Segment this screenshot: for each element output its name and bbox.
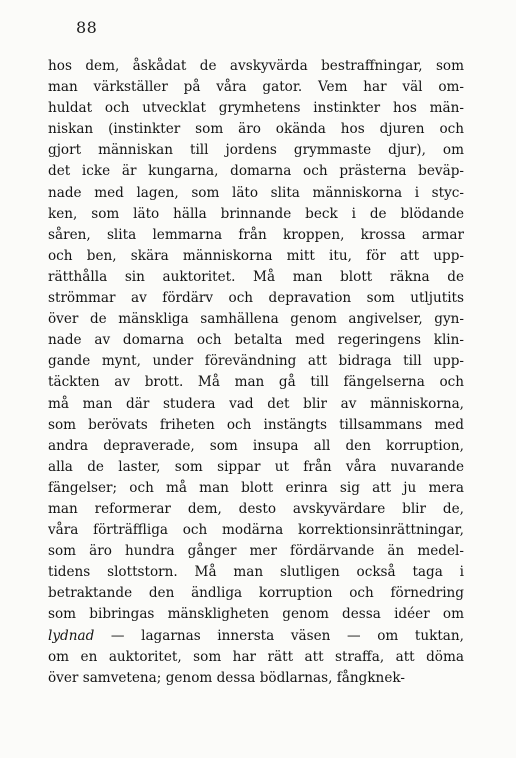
text-line: våra förträffliga och modärna korrektionsinrättningar, — [48, 522, 464, 539]
text-line: må man där studera vad det blir av människorna, — [48, 395, 464, 412]
text-line: gjort människan till jordens grymmaste djur), om — [48, 142, 464, 159]
text-line — [48, 626, 464, 647]
text-line: betraktande den ändliga korruption och förnedring — [48, 585, 464, 602]
text-line: nade med lagen, som läto slita människorna i styc- — [48, 184, 464, 201]
text-line: om en auktoritet, som har rätt att straffa, att döma — [48, 648, 464, 665]
text-line: hos dem, åskådat de avskyvärda bestraffningar, som — [48, 58, 464, 74]
text-line: alla de laster, som sippar ut från våra nuvarande — [48, 458, 464, 475]
text-line: man reformerar dem, desto avskyvärdare blir de, — [48, 500, 464, 517]
text-line: andra depraverade, som insupa all den korruption, — [48, 437, 464, 454]
text-line: det icke är kungarna, domarna och prästerna beväp- — [48, 163, 464, 180]
body-text — [48, 56, 464, 689]
text-line: och ben, skära människorna mitt itu, för att upp- — [48, 247, 464, 264]
text-line: täckten av brott. Må man gå till fängelserna och — [48, 374, 464, 391]
text-line: tidens slottstorn. Må man slutligen också taga i — [48, 564, 464, 581]
text-line: över samvetena; genom dessa bödlarnas, fångknek- — [48, 669, 405, 686]
text-line: huldat och utvecklat grymhetens instinkter hos män- — [48, 100, 464, 117]
text-line: strömmar av fördärv och depravation som utljutits — [48, 290, 464, 307]
text-line: nade av domarna och betalta med regeringens klin- — [48, 332, 464, 349]
text-line: såren, slita lemmarna från kroppen, krossa armar — [48, 226, 464, 243]
text-line: niskan (instinkter som äro okända hos djuren och — [48, 121, 464, 138]
text-line: som äro hundra gånger mer fördärvande än medel- — [48, 543, 464, 560]
text-line: över de mänskliga samhällena genom angivelser, gyn- — [48, 311, 464, 328]
text-line: rätthålla sin auktoritet. Må man blott räkna de — [48, 268, 464, 285]
text-line: fängelser; och må man blott erinra sig att ju mera — [48, 479, 464, 496]
text-line: ken, som läto hälla brinnande beck i de blödande — [48, 205, 464, 222]
page-number: 88 — [76, 18, 98, 37]
text-line: man värkställer på våra gator. Vem har väl om- — [48, 79, 464, 96]
text-line: gande mynt, under förevändning att bidraga till upp- — [48, 353, 464, 370]
italic-word: lydnad — [48, 627, 95, 644]
text-line-rest: — lagarnas innersta väsen — om tuktan, — [94, 627, 464, 644]
text-line: som bibringas mänskligheten genom dessa idéer om — [48, 606, 464, 623]
text-line: som berövats friheten och instängts tillsammans med — [48, 416, 464, 433]
